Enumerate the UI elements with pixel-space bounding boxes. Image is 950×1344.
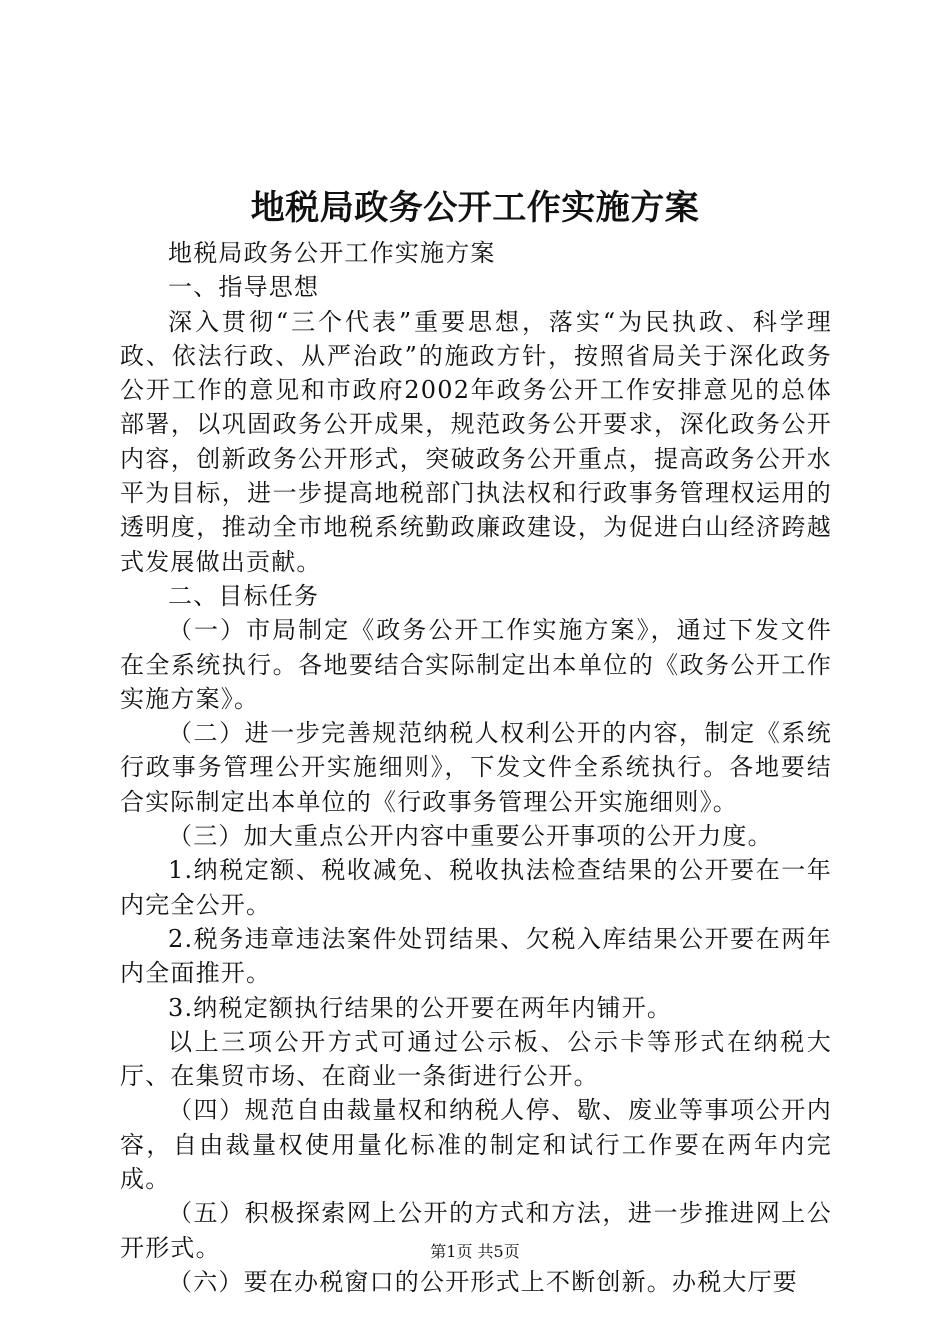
paragraph-task-5: （五）积极探索网上公开的方式和方法，进一步推进网上公开形式。 bbox=[120, 1199, 832, 1262]
paragraph-guiding-ideology: 深入贯彻“三个代表”重要思想，落实“为民执政、科学理政、依法行政、从严治政”的施政方针，按照省局关于深化政务公开工作的意见和市政府2002年政务公开工作安排意见的总体部署，以巩固政务公开成果，规范政务公开要求，深化政务公开内容，创新政务公开形式，突破政务公开重点，提高政务公开水平为目标，进一步提高地税部门执法权和行政事务管理权运用的透明度，推动全市地税系统勤政廉政建设，为促进白山经济跨越式发展做出贡献。 bbox=[120, 307, 832, 576]
document-body bbox=[120, 236, 832, 1299]
paragraph-task-1: （一）市局制定《政务公开工作实施方案》，通过下发文件在全系统执行。各地要结合实际制定出本单位的《政务公开工作实施方案》。 bbox=[120, 616, 832, 713]
document-title: 地税局政务公开工作实施方案 bbox=[250, 188, 700, 228]
paragraph-disclosure-methods: 以上三项公开方式可通过公示板、公示卡等形式在纳税大厅、在集贸市场、在商业一条街进行公开。 bbox=[120, 1027, 832, 1091]
paragraph-task-6: （六）要在办税窗口的公开形式上不断创新。办税大厅要 bbox=[168, 1267, 798, 1296]
paragraph-task-4: （四）规范自由裁量权和纳税人停、歇、废业等事项公开内容，自由裁量权使用量化标准的制定和试行工作要在两年内完成。 bbox=[120, 1096, 832, 1194]
list-item-1: 1.纳税定额、税收减免、税收执法检查结果的公开要在一年内完全公开。 bbox=[120, 856, 832, 919]
heading-target-tasks: 二、目标任务 bbox=[168, 581, 320, 610]
heading-guiding-ideology: 一、指导思想 bbox=[168, 273, 320, 302]
paragraph-task-2: （二）进一步完善规范纳税人权利公开的内容，制定《系统行政事务管理公开实施细则》，下发文件全系统执行。各地要结合实际制定出本单位的《行政事务管理公开实施细则》。 bbox=[120, 719, 832, 816]
list-item-3: 3.纳税定额执行结果的公开要在两年内铺开。 bbox=[168, 993, 673, 1022]
paragraph-subtitle: 地税局政务公开工作实施方案 bbox=[168, 239, 496, 267]
paragraph-task-3: （三）加大重点公开内容中重要公开事项的公开力度。 bbox=[168, 822, 773, 851]
page-footer: 第1页 共5页 bbox=[430, 1242, 520, 1261]
list-item-2: 2.税务违章违法案件处罚结果、欠税入库结果公开要在两年内全面推开。 bbox=[120, 924, 832, 988]
